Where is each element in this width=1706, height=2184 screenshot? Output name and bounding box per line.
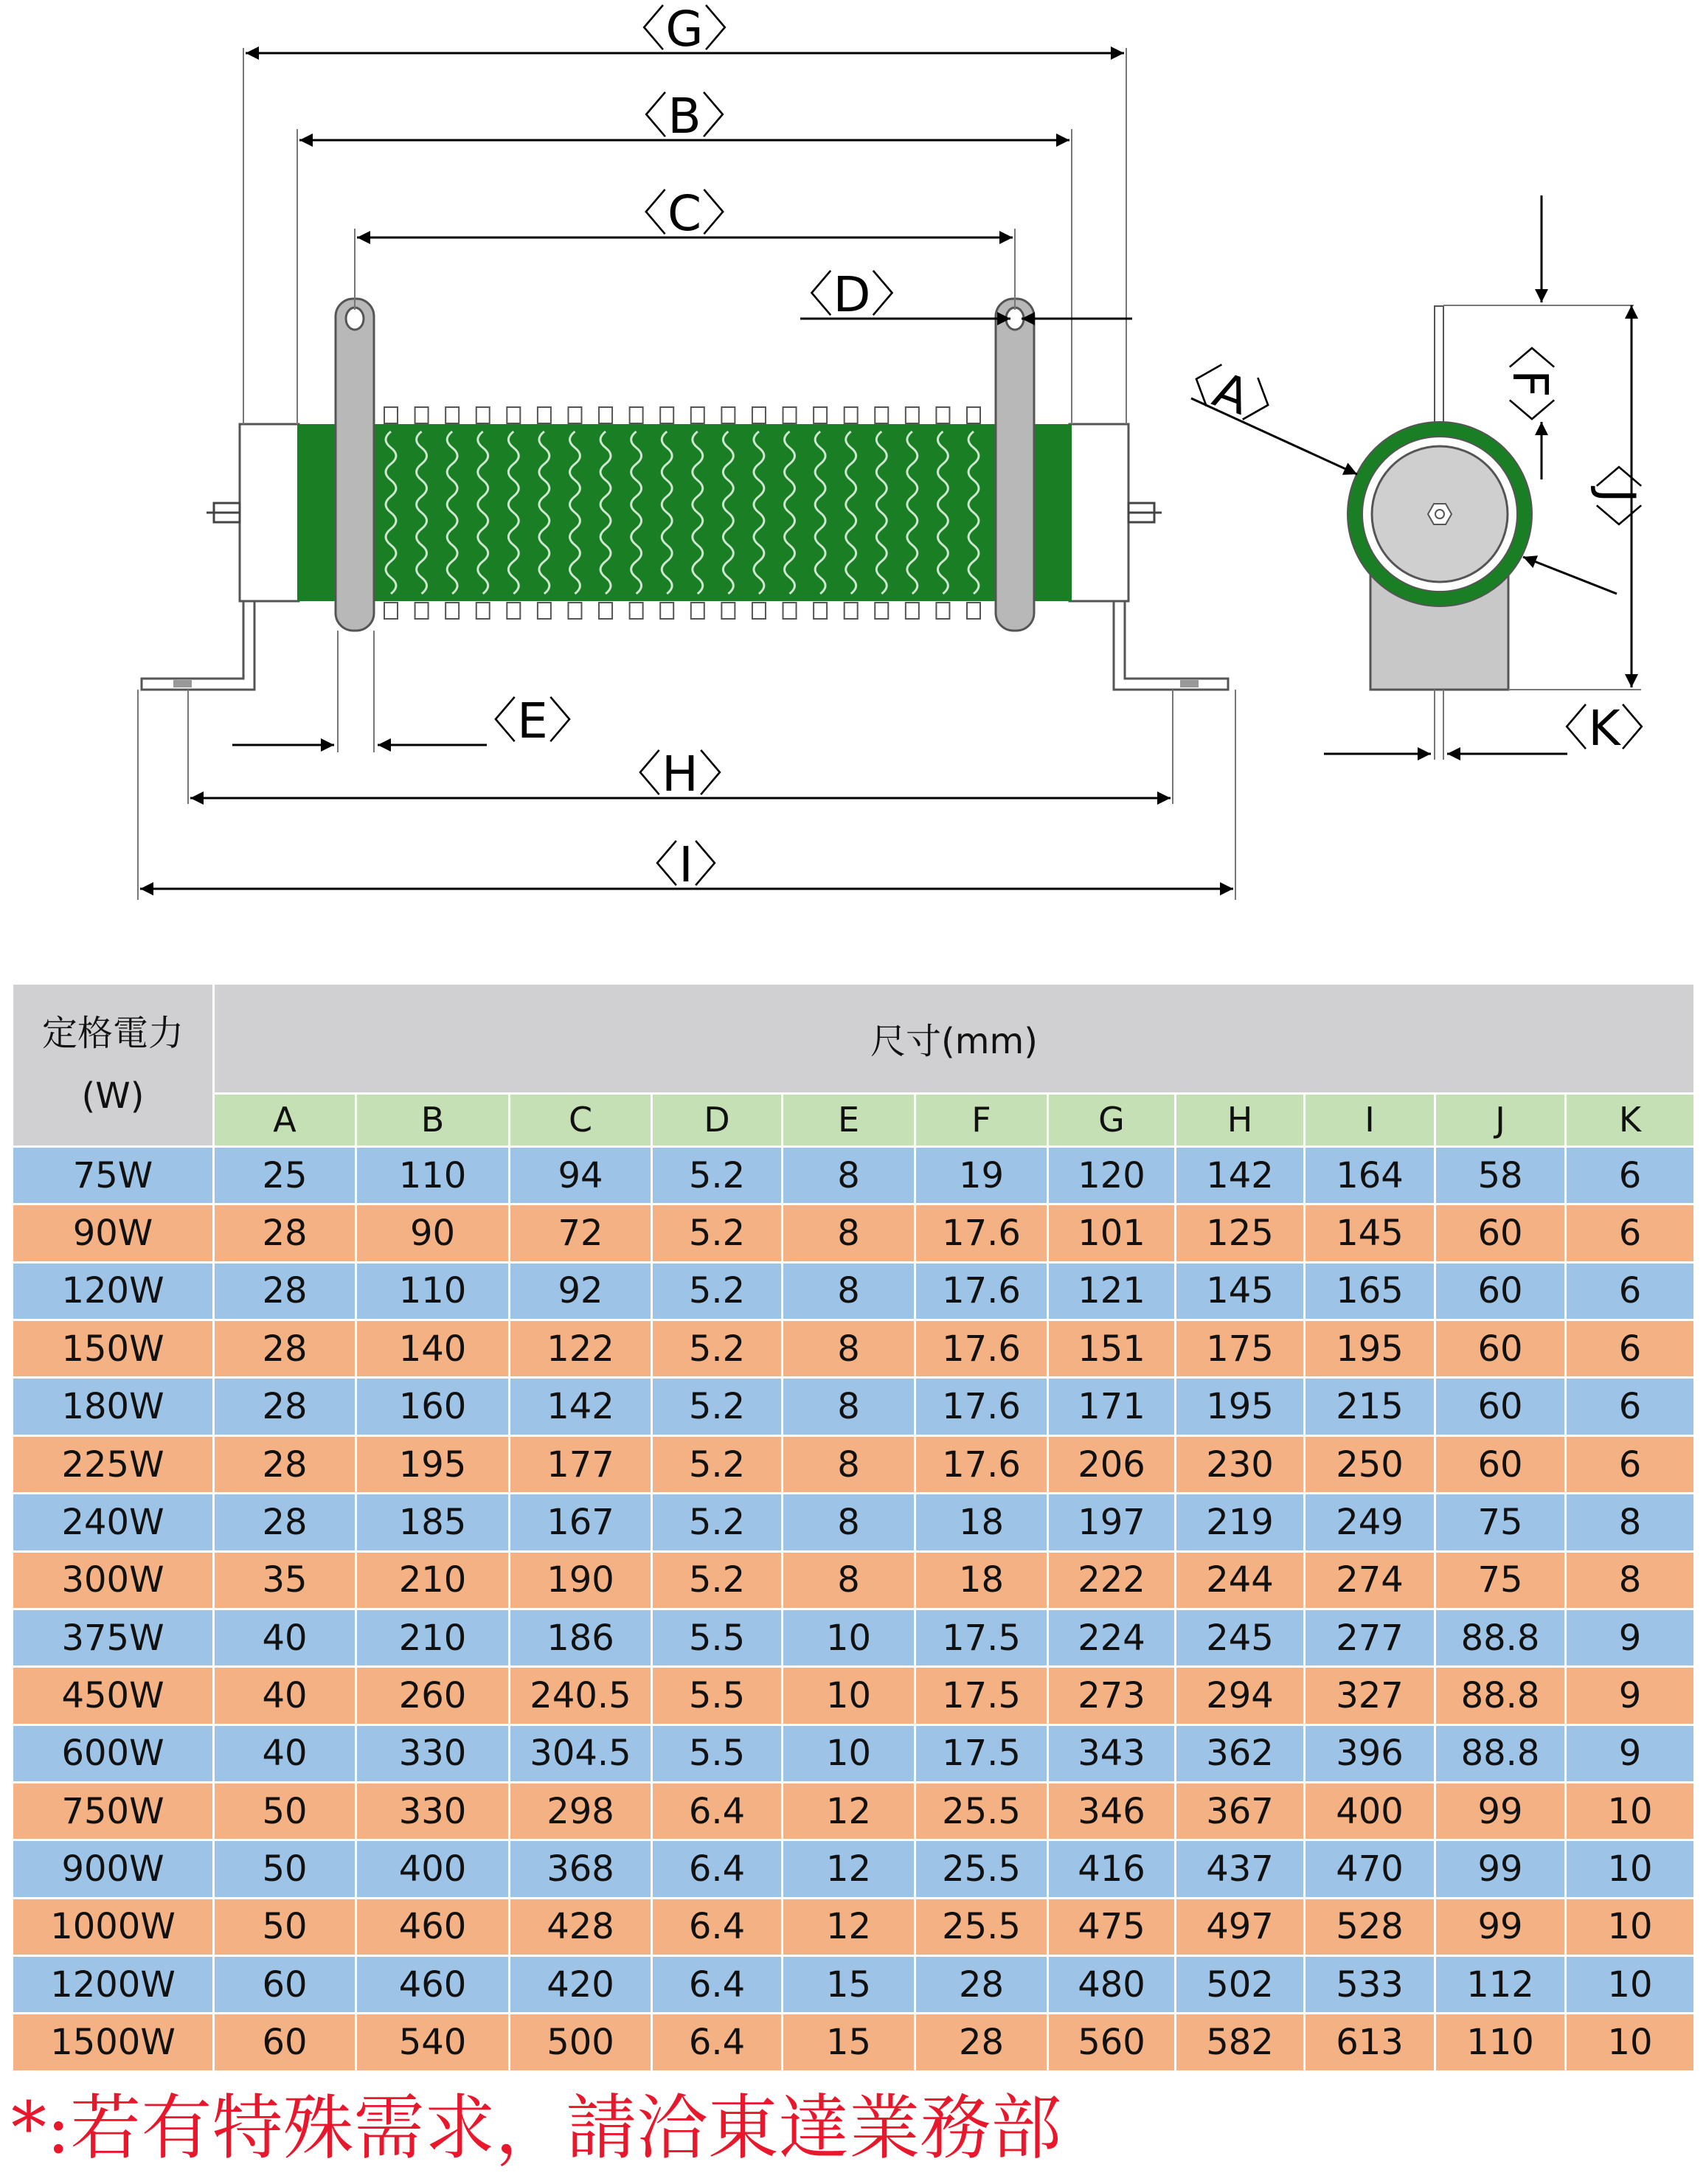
table-row (13, 1435, 1695, 1493)
column-header-g: G (1048, 1093, 1176, 1146)
value-cell-h: 230 (1176, 1435, 1305, 1493)
value-cell-f: 19 (915, 1147, 1048, 1204)
value-cell-h: 145 (1176, 1262, 1305, 1320)
column-header-a: A (214, 1093, 356, 1146)
value-cell-g: 171 (1048, 1378, 1176, 1435)
power-cell: 150W (13, 1320, 214, 1378)
value-cell-b: 90 (356, 1204, 510, 1262)
value-cell-e: 12 (783, 1840, 915, 1898)
value-cell-d: 5.2 (652, 1435, 783, 1493)
value-cell-e: 15 (783, 1956, 915, 2014)
coil-loop-top (507, 407, 520, 423)
value-cell-g: 120 (1048, 1147, 1176, 1204)
value-cell-h: 367 (1176, 1782, 1305, 1840)
value-cell-k: 10 (1566, 1956, 1695, 2014)
value-cell-i: 277 (1305, 1609, 1435, 1666)
table-row (13, 1378, 1695, 1435)
left-mounting-bracket (142, 601, 254, 690)
coil-loop-top (415, 407, 429, 423)
value-cell-e: 10 (783, 1724, 915, 1782)
value-cell-g: 480 (1048, 1956, 1176, 2014)
value-cell-b: 260 (356, 1667, 510, 1724)
value-cell-g: 197 (1048, 1494, 1176, 1551)
table-row (13, 1320, 1695, 1378)
value-cell-f: 18 (915, 1494, 1048, 1551)
value-cell-g: 416 (1048, 1840, 1176, 1898)
coil-loop-bottom (783, 603, 797, 619)
value-cell-h: 362 (1176, 1724, 1305, 1782)
right-terminal (996, 299, 1034, 631)
table-row (13, 1551, 1695, 1609)
value-cell-j: 112 (1435, 1956, 1566, 2014)
coil-loop-bottom (476, 603, 490, 619)
table-row (13, 1609, 1695, 1666)
power-cell: 375W (13, 1609, 214, 1666)
left-terminal (336, 299, 374, 631)
coil-loop-bottom (538, 603, 551, 619)
table-row (13, 1494, 1695, 1551)
power-cell: 90W (13, 1204, 214, 1262)
table-row (13, 1782, 1695, 1840)
value-cell-c: 177 (510, 1435, 652, 1493)
value-cell-k: 6 (1566, 1378, 1695, 1435)
value-cell-j: 99 (1435, 1840, 1566, 1898)
left-bracket-slot (173, 680, 192, 687)
value-cell-f: 25.5 (915, 1782, 1048, 1840)
column-header-i: I (1305, 1093, 1435, 1146)
value-cell-k: 10 (1566, 1898, 1695, 1955)
value-cell-b: 330 (356, 1782, 510, 1840)
coil-loop-bottom (906, 603, 919, 619)
value-cell-e: 8 (783, 1435, 915, 1493)
dim-label-a: 〈A〉 (1160, 344, 1303, 443)
value-cell-d: 5.2 (652, 1262, 783, 1320)
table-row (13, 2014, 1695, 2072)
table-row (13, 1204, 1695, 1262)
coil-loop-bottom (507, 603, 520, 619)
value-cell-g: 273 (1048, 1667, 1176, 1724)
value-cell-e: 8 (783, 1147, 915, 1204)
power-cell: 120W (13, 1262, 214, 1320)
power-header-cell (13, 984, 214, 1147)
power-cell: 900W (13, 1840, 214, 1898)
value-cell-h: 142 (1176, 1147, 1305, 1204)
coil-loop-top (936, 407, 949, 423)
value-cell-c: 167 (510, 1494, 652, 1551)
value-cell-f: 17.6 (915, 1204, 1048, 1262)
value-cell-e: 8 (783, 1551, 915, 1609)
value-cell-e: 10 (783, 1609, 915, 1666)
table-row (13, 1956, 1695, 2014)
column-header-h: H (1176, 1093, 1305, 1146)
value-cell-i: 400 (1305, 1782, 1435, 1840)
dim-label-h: 〈H〉 (613, 746, 747, 802)
coil-loop-top (752, 407, 766, 423)
value-cell-d: 5.2 (652, 1204, 783, 1262)
table-row (13, 1667, 1695, 1724)
value-cell-i: 396 (1305, 1724, 1435, 1782)
value-cell-c: 368 (510, 1840, 652, 1898)
column-header-k: K (1566, 1093, 1695, 1146)
dim-label-f: 〈F〉 (1502, 321, 1558, 446)
value-cell-b: 210 (356, 1551, 510, 1609)
value-cell-a: 28 (214, 1204, 356, 1262)
value-cell-d: 6.4 (652, 1956, 783, 2014)
value-cell-f: 17.6 (915, 1435, 1048, 1493)
value-cell-h: 502 (1176, 1956, 1305, 2014)
coil-loop-top (845, 407, 858, 423)
column-header-b: B (356, 1093, 510, 1146)
value-cell-j: 99 (1435, 1898, 1566, 1955)
coil-loop-bottom (721, 603, 735, 619)
value-cell-j: 88.8 (1435, 1667, 1566, 1724)
value-cell-f: 18 (915, 1551, 1048, 1609)
value-cell-i: 195 (1305, 1320, 1435, 1378)
value-cell-a: 28 (214, 1320, 356, 1378)
power-cell: 240W (13, 1494, 214, 1551)
dimensions-header: 尺寸(mm) (214, 984, 1695, 1094)
power-cell: 225W (13, 1435, 214, 1493)
coil-loop-top (875, 407, 888, 423)
value-cell-d: 5.2 (652, 1494, 783, 1551)
value-cell-c: 240.5 (510, 1667, 652, 1724)
value-cell-j: 110 (1435, 2014, 1566, 2072)
value-cell-c: 420 (510, 1956, 652, 2014)
value-cell-f: 17.6 (915, 1320, 1048, 1378)
value-cell-d: 5.2 (652, 1551, 783, 1609)
coil-loop-top (691, 407, 704, 423)
value-cell-a: 28 (214, 1494, 356, 1551)
value-cell-c: 94 (510, 1147, 652, 1204)
coil-loop-bottom (691, 603, 704, 619)
table-row (13, 1898, 1695, 1955)
coil-loop-bottom (967, 603, 980, 619)
coil-loop-top (476, 407, 490, 423)
value-cell-b: 185 (356, 1494, 510, 1551)
value-cell-h: 497 (1176, 1898, 1305, 1955)
value-cell-h: 294 (1176, 1667, 1305, 1724)
value-cell-a: 50 (214, 1840, 356, 1898)
power-cell: 1000W (13, 1898, 214, 1955)
coil-loop-bottom (568, 603, 581, 619)
value-cell-j: 60 (1435, 1320, 1566, 1378)
value-cell-k: 6 (1566, 1147, 1695, 1204)
front-view (142, 299, 1228, 690)
coil-loop-top (384, 407, 398, 423)
coil-loop-bottom (660, 603, 673, 619)
dim-label-e: 〈E〉 (468, 693, 597, 749)
power-header: 定格電力 (41, 1012, 184, 1054)
value-cell-k: 8 (1566, 1494, 1695, 1551)
value-cell-e: 8 (783, 1320, 915, 1378)
coil-loop-bottom (384, 603, 398, 619)
value-cell-e: 15 (783, 2014, 915, 2072)
value-cell-i: 533 (1305, 1956, 1435, 2014)
coil-loop-bottom (814, 603, 827, 619)
left-end-cap (240, 424, 299, 601)
coil-loop-top (967, 407, 980, 423)
value-cell-e: 8 (783, 1378, 915, 1435)
value-cell-e: 12 (783, 1782, 915, 1840)
resistor-dimension-drawing (0, 0, 1706, 974)
value-cell-j: 58 (1435, 1147, 1566, 1204)
right-end-cap (1069, 424, 1128, 601)
coil-loop-top (630, 407, 643, 423)
value-cell-k: 8 (1566, 1551, 1695, 1609)
value-cell-a: 60 (214, 2014, 356, 2072)
coil-loop-top (599, 407, 612, 423)
value-cell-i: 613 (1305, 2014, 1435, 2072)
value-cell-b: 195 (356, 1435, 510, 1493)
value-cell-i: 145 (1305, 1204, 1435, 1262)
value-cell-i: 249 (1305, 1494, 1435, 1551)
value-cell-a: 28 (214, 1378, 356, 1435)
special-request-note: *:若有特殊需求，請洽東達業務部 (11, 2087, 1062, 2169)
dim-label-c: 〈C〉 (618, 185, 751, 242)
value-cell-k: 6 (1566, 1320, 1695, 1378)
dim-label-j: 〈J〉 (1589, 440, 1646, 552)
value-cell-f: 25.5 (915, 1898, 1048, 1955)
value-cell-j: 60 (1435, 1204, 1566, 1262)
value-cell-b: 110 (356, 1147, 510, 1204)
coil-loop-top (906, 407, 919, 423)
coil-loop-bottom (599, 603, 612, 619)
value-cell-f: 17.6 (915, 1262, 1048, 1320)
table-row (13, 1147, 1695, 1204)
value-cell-d: 5.2 (652, 1147, 783, 1204)
value-cell-b: 210 (356, 1609, 510, 1666)
value-cell-g: 121 (1048, 1262, 1176, 1320)
value-cell-k: 9 (1566, 1667, 1695, 1724)
value-cell-i: 164 (1305, 1147, 1435, 1204)
value-cell-c: 92 (510, 1262, 652, 1320)
value-cell-h: 582 (1176, 2014, 1305, 2072)
value-cell-a: 40 (214, 1609, 356, 1666)
value-cell-g: 206 (1048, 1435, 1176, 1493)
coil-loop-bottom (752, 603, 766, 619)
value-cell-b: 140 (356, 1320, 510, 1378)
value-cell-f: 17.5 (915, 1667, 1048, 1724)
value-cell-c: 122 (510, 1320, 652, 1378)
power-cell: 1500W (13, 2014, 214, 2072)
value-cell-b: 460 (356, 1898, 510, 1955)
coil-loop-top (721, 407, 735, 423)
table-row (13, 1724, 1695, 1782)
value-cell-b: 330 (356, 1724, 510, 1782)
value-cell-i: 165 (1305, 1262, 1435, 1320)
right-mounting-bracket (1114, 601, 1228, 690)
column-header-e: E (783, 1093, 915, 1146)
value-cell-g: 560 (1048, 2014, 1176, 2072)
power-unit: (W) (81, 1075, 145, 1117)
value-cell-g: 222 (1048, 1551, 1176, 1609)
value-cell-g: 151 (1048, 1320, 1176, 1378)
value-cell-d: 5.2 (652, 1378, 783, 1435)
coil-loop-top (445, 407, 459, 423)
coil-loop-top (568, 407, 581, 423)
value-cell-e: 8 (783, 1494, 915, 1551)
value-cell-b: 540 (356, 2014, 510, 2072)
resistor-coil-body (297, 424, 1072, 601)
power-cell: 750W (13, 1782, 214, 1840)
value-cell-b: 110 (356, 1262, 510, 1320)
column-header-c: C (510, 1093, 652, 1146)
value-cell-h: 244 (1176, 1551, 1305, 1609)
value-cell-f: 17.6 (915, 1378, 1048, 1435)
value-cell-d: 5.5 (652, 1609, 783, 1666)
value-cell-d: 6.4 (652, 1840, 783, 1898)
dim-label-b: 〈B〉 (619, 88, 750, 145)
value-cell-e: 8 (783, 1204, 915, 1262)
dim-label-k: 〈K〉 (1539, 700, 1669, 757)
value-cell-g: 343 (1048, 1724, 1176, 1782)
value-cell-f: 17.5 (915, 1724, 1048, 1782)
coil-loop-top (783, 407, 797, 423)
value-cell-j: 60 (1435, 1435, 1566, 1493)
value-cell-a: 40 (214, 1724, 356, 1782)
value-cell-g: 224 (1048, 1609, 1176, 1666)
value-cell-h: 175 (1176, 1320, 1305, 1378)
value-cell-h: 125 (1176, 1204, 1305, 1262)
coil-loop-bottom (936, 603, 949, 619)
coil-loop-bottom (875, 603, 888, 619)
value-cell-c: 190 (510, 1551, 652, 1609)
value-cell-h: 245 (1176, 1609, 1305, 1666)
value-cell-j: 75 (1435, 1494, 1566, 1551)
dim-label-g: 〈G〉 (617, 1, 752, 58)
value-cell-c: 304.5 (510, 1724, 652, 1782)
value-cell-a: 50 (214, 1782, 356, 1840)
value-cell-k: 9 (1566, 1724, 1695, 1782)
value-cell-e: 10 (783, 1667, 915, 1724)
value-cell-j: 99 (1435, 1782, 1566, 1840)
value-cell-h: 195 (1176, 1378, 1305, 1435)
value-cell-b: 400 (356, 1840, 510, 1898)
table-row (13, 1840, 1695, 1898)
left-terminal-hole (346, 308, 364, 330)
value-cell-j: 75 (1435, 1551, 1566, 1609)
value-cell-h: 219 (1176, 1494, 1305, 1551)
value-cell-c: 72 (510, 1204, 652, 1262)
value-cell-k: 10 (1566, 2014, 1695, 2072)
value-cell-j: 60 (1435, 1262, 1566, 1320)
value-cell-d: 5.5 (652, 1724, 783, 1782)
power-cell: 300W (13, 1551, 214, 1609)
value-cell-k: 10 (1566, 1840, 1695, 1898)
value-cell-j: 88.8 (1435, 1609, 1566, 1666)
power-cell: 600W (13, 1724, 214, 1782)
value-cell-f: 28 (915, 2014, 1048, 2072)
spec-table (11, 982, 1696, 2073)
value-cell-f: 25.5 (915, 1840, 1048, 1898)
value-cell-f: 17.5 (915, 1609, 1048, 1666)
value-cell-h: 437 (1176, 1840, 1305, 1898)
value-cell-g: 101 (1048, 1204, 1176, 1262)
power-cell: 1200W (13, 1956, 214, 2014)
value-cell-a: 60 (214, 1956, 356, 2014)
value-cell-c: 142 (510, 1378, 652, 1435)
dim-label-d: 〈D〉 (784, 266, 920, 323)
value-cell-a: 40 (214, 1667, 356, 1724)
coil-loop-top (660, 407, 673, 423)
value-cell-i: 250 (1305, 1435, 1435, 1493)
value-cell-a: 35 (214, 1551, 356, 1609)
column-header-j: J (1435, 1093, 1566, 1146)
power-cell: 180W (13, 1378, 214, 1435)
coil-loop-bottom (630, 603, 643, 619)
coil-loop-top (538, 407, 551, 423)
value-cell-i: 215 (1305, 1378, 1435, 1435)
value-cell-i: 470 (1305, 1840, 1435, 1898)
value-cell-c: 186 (510, 1609, 652, 1666)
value-cell-d: 6.4 (652, 1898, 783, 1955)
value-cell-d: 6.4 (652, 1782, 783, 1840)
coil-loop-top (814, 407, 827, 423)
value-cell-d: 6.4 (652, 2014, 783, 2072)
table-row (13, 1262, 1695, 1320)
value-cell-e: 12 (783, 1898, 915, 1955)
value-cell-f: 28 (915, 1956, 1048, 2014)
value-cell-k: 10 (1566, 1782, 1695, 1840)
value-cell-j: 88.8 (1435, 1724, 1566, 1782)
power-cell: 75W (13, 1147, 214, 1204)
value-cell-g: 475 (1048, 1898, 1176, 1955)
value-cell-b: 160 (356, 1378, 510, 1435)
column-header-d: D (652, 1093, 783, 1146)
value-cell-k: 9 (1566, 1609, 1695, 1666)
value-cell-j: 60 (1435, 1378, 1566, 1435)
value-cell-a: 25 (214, 1147, 356, 1204)
value-cell-d: 5.2 (652, 1320, 783, 1378)
value-cell-c: 428 (510, 1898, 652, 1955)
value-cell-k: 6 (1566, 1435, 1695, 1493)
side-hex-nut (1428, 504, 1452, 524)
value-cell-g: 346 (1048, 1782, 1176, 1840)
value-cell-k: 6 (1566, 1204, 1695, 1262)
value-cell-a: 50 (214, 1898, 356, 1955)
value-cell-d: 5.5 (652, 1667, 783, 1724)
value-cell-b: 460 (356, 1956, 510, 2014)
value-cell-a: 28 (214, 1262, 356, 1320)
coil-loop-bottom (845, 603, 858, 619)
value-cell-a: 28 (214, 1435, 356, 1493)
value-cell-c: 500 (510, 2014, 652, 2072)
coil-loop-bottom (415, 603, 429, 619)
dim-label-i: 〈I〉 (630, 836, 742, 893)
value-cell-k: 6 (1566, 1262, 1695, 1320)
coil-loop-bottom (445, 603, 459, 619)
value-cell-i: 528 (1305, 1898, 1435, 1955)
power-cell: 450W (13, 1667, 214, 1724)
side-terminal (1435, 306, 1443, 428)
column-header-f: F (915, 1093, 1048, 1146)
value-cell-e: 8 (783, 1262, 915, 1320)
value-cell-i: 327 (1305, 1667, 1435, 1724)
value-cell-i: 274 (1305, 1551, 1435, 1609)
right-bracket-slot (1180, 680, 1199, 687)
value-cell-c: 298 (510, 1782, 652, 1840)
